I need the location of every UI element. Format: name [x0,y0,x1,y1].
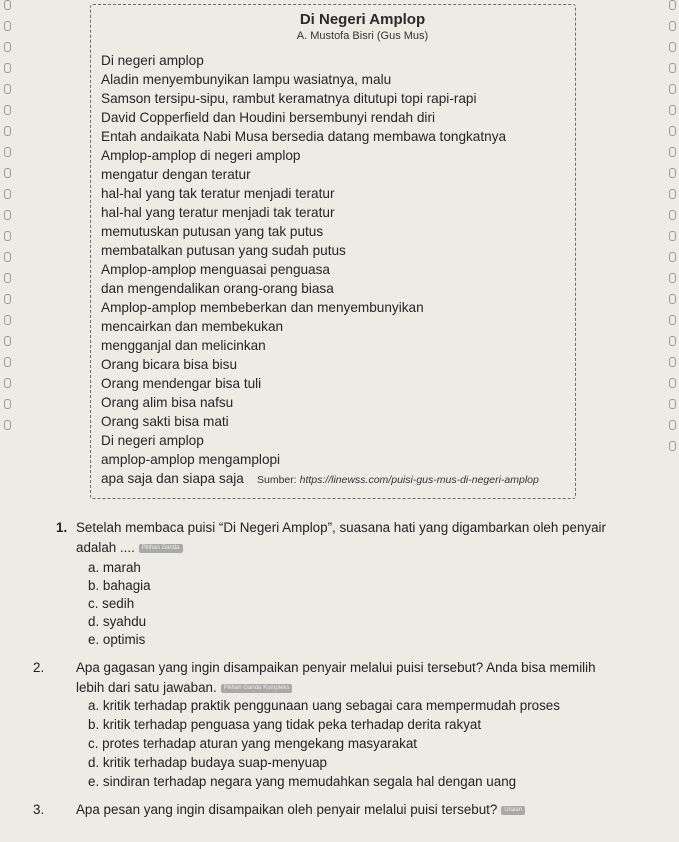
notebook-spiral-right [665,0,679,842]
spiral-ring [4,126,11,136]
question-text-cont: lebih dari satu jawaban. Pilihan Ganda Kompleks [76,680,292,695]
spiral-ring [669,378,676,388]
poem-line: hal-hal yang tak teratur menjadi teratur [101,186,335,201]
question-type-stamp: Pilihan Ganda [139,544,183,553]
poem-line: dan mengendalikan orang-orang biasa [101,281,334,296]
spiral-ring [4,315,11,325]
spiral-ring [669,441,676,451]
spiral-ring [4,378,11,388]
question-number: 1. [56,520,68,535]
spiral-ring [669,84,676,94]
spiral-ring [4,399,11,409]
spiral-ring [4,231,11,241]
spiral-ring [669,357,676,367]
poem-line: Orang alim bisa nafsu [101,395,234,410]
spiral-ring [4,273,11,283]
spiral-ring [4,210,11,220]
spiral-ring [669,336,676,346]
spiral-ring [4,357,11,367]
spiral-ring [4,105,11,115]
question-number: 2. [33,660,45,675]
answer-option[interactable]: d. kritik terhadap budaya suap-menyuap [88,755,327,770]
poem-line: amplop-amplop mengamplopi [101,452,281,467]
question-text-cont: adalah .... Pilihan Ganda [76,540,183,555]
spiral-ring [669,315,676,325]
spiral-ring [669,168,676,178]
source-label: Sumber: [257,474,300,486]
poem-line: membatalkan putusan yang sudah putus [101,243,346,258]
spiral-ring [669,294,676,304]
spiral-ring [669,42,676,52]
poem-line: David Copperfield dan Houdini bersembunyi rendah diri [101,110,435,125]
poem-line: hal-hal yang teratur menjadi tak teratur [101,205,335,220]
poem-line: Aladin menyembunyikan lampu wasiatnya, malu [101,72,392,87]
question-text: Setelah membaca puisi “Di Negeri Amplop”, suasana hati yang digambarkan oleh penyair [76,520,606,535]
poem-source [257,474,539,486]
answer-option[interactable]: e. sindiran terhadap negara yang memudahkan segala hal dengan uang [88,774,517,789]
spiral-ring [4,420,11,430]
question-type-stamp: Uraian [501,806,525,815]
answer-option[interactable]: c. sedih [88,596,135,611]
notebook-spiral-left [0,0,14,842]
spiral-ring [669,189,676,199]
question-text: Apa pesan yang ingin disampaikan oleh penyair melalui puisi tersebut? Uraian [76,802,525,817]
spiral-ring [669,0,676,10]
question-type-stamp: Pilihan Ganda Kompleks [221,684,293,693]
poem-line: Di negeri amplop [101,433,204,448]
poem-line: Di negeri amplop [101,53,204,68]
poem-line: Samson tersipu-sipu, rambut keramatnya ditutupi topi rapi-rapi [101,91,477,106]
question-number: 3. [33,802,45,817]
spiral-ring [4,0,11,10]
spiral-ring [669,147,676,157]
poem-line: memutuskan putusan yang tak putus [101,224,324,239]
spiral-ring [669,252,676,262]
poem-line: Orang bicara bisa bisu [101,357,238,372]
answer-option[interactable]: d. syahdu [88,614,147,629]
answer-option[interactable]: c. protes terhadap aturan yang mengekang masyarakat [88,736,418,751]
spiral-ring [4,147,11,157]
poem-line: Orang mendengar bisa tuli [101,376,262,391]
answer-option[interactable]: b. bahagia [88,578,151,593]
spiral-ring [669,126,676,136]
question-text: Apa gagasan yang ingin disampaikan penyair melalui puisi tersebut? Anda bisa memilih [76,660,596,675]
poem-line: Amplop-amplop menguasai penguasa [101,262,330,277]
spiral-ring [4,84,11,94]
answer-option[interactable]: e. optimis [88,632,146,647]
answer-option[interactable]: a. kritik terhadap praktik penggunaan uang sebagai cara mempermudah proses [88,698,560,713]
spiral-ring [4,336,11,346]
poem-author: A. Mustofa Bisri (Gus Mus) [296,30,429,42]
poem-line: mengatur dengan teratur [101,167,251,182]
poem-line: Amplop-amplop di negeri amplop [101,148,301,163]
answer-option[interactable]: b. kritik terhadap penguasa yang tidak peka terhadap derita rakyat [88,717,482,732]
spiral-ring [4,63,11,73]
spiral-ring [669,210,676,220]
spiral-ring [669,273,676,283]
spiral-ring [669,63,676,73]
poem-title: Di Negeri Amplop [299,11,426,28]
spiral-ring [669,399,676,409]
poem-line: apa saja dan siapa saja [101,471,244,486]
spiral-ring [669,105,676,115]
poem-line: Entah andaikata Nabi Musa bersedia datang membawa tongkatnya [101,129,507,144]
spiral-ring [4,252,11,262]
answer-option[interactable]: a. marah [88,560,141,575]
source-url: https://linewss.com/puisi-gus-mus-di-negeri-amplop [299,474,539,486]
spiral-ring [4,168,11,178]
poem-line: Amplop-amplop membeberkan dan menyembunyikan [101,300,424,315]
spiral-ring [669,420,676,430]
spiral-ring [4,189,11,199]
spiral-ring [4,294,11,304]
spiral-ring [4,42,11,52]
poem-line: mencairkan dan membekukan [101,319,284,334]
poem-line: mengganjal dan melicinkan [101,338,266,353]
poem-line: Orang sakti bisa mati [101,414,229,429]
spiral-ring [669,231,676,241]
